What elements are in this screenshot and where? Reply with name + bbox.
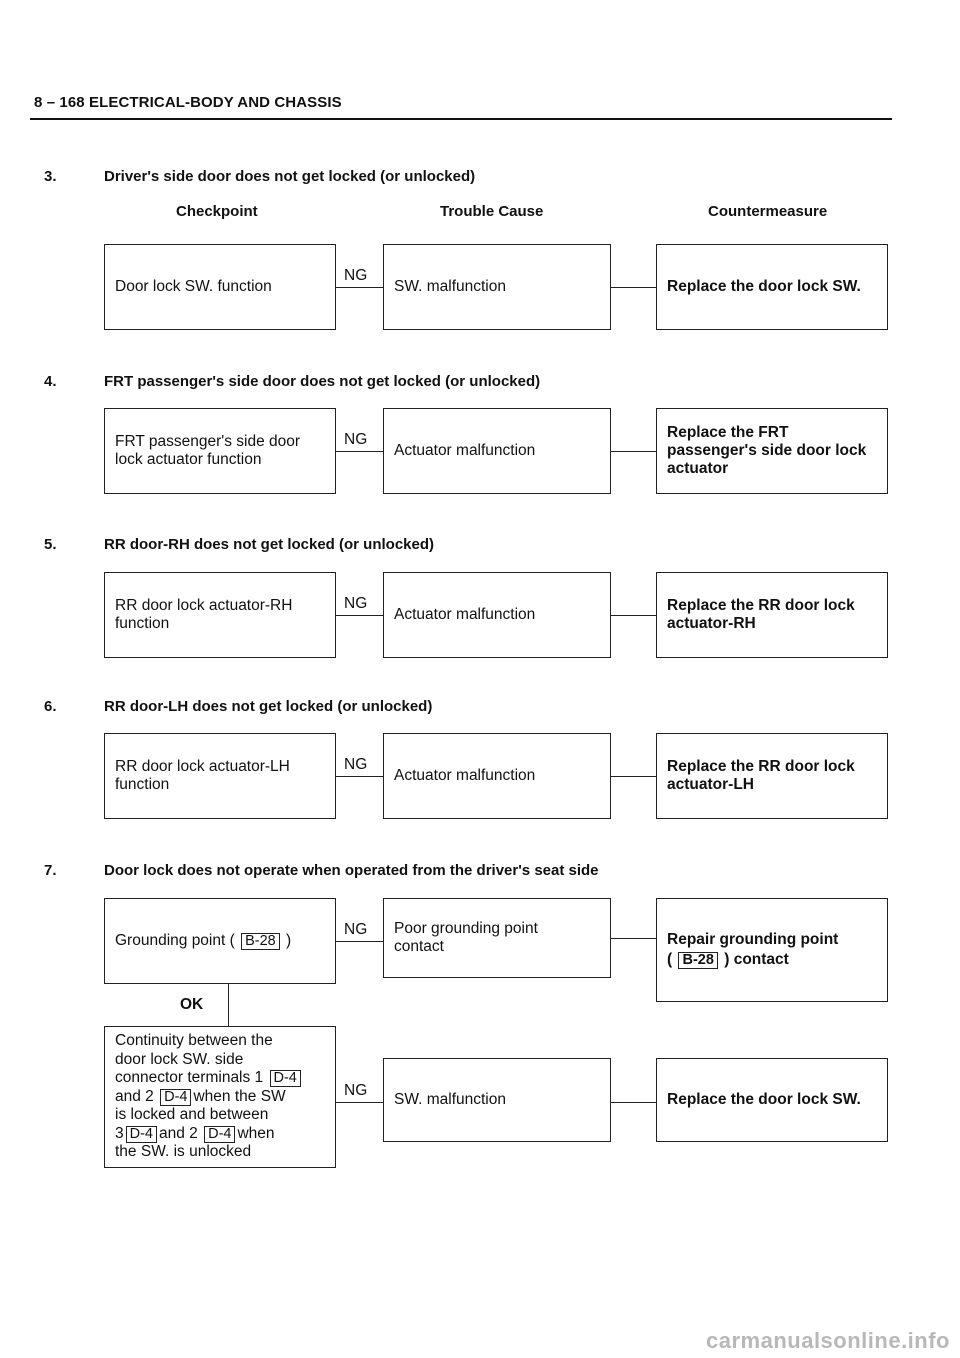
- watermark: carmanualsonline.info: [706, 1328, 950, 1353]
- connector-line: [611, 776, 656, 777]
- connector-line: [611, 938, 656, 939]
- checkpoint-line: [115, 1125, 303, 1144]
- countermeasure-text-part: (: [667, 951, 673, 968]
- checkpoint-line: door lock SW. side: [115, 1050, 244, 1068]
- connector-ref-badge: B-28: [241, 933, 280, 950]
- section-5-title: RR door-RH does not get locked (or unlocked): [104, 536, 435, 553]
- connector-ref-badge: D-4: [126, 1126, 157, 1143]
- connector-line: [336, 776, 383, 777]
- header-rule: [30, 118, 892, 120]
- connector-ref-badge: D-4: [204, 1126, 235, 1143]
- cause-box: [383, 733, 611, 819]
- countermeasure-text: Replace the FRT passenger's side door lock actuator: [667, 424, 867, 477]
- checkpoint-text-part: when: [237, 1124, 275, 1142]
- countermeasure-box: [656, 572, 888, 658]
- checkpoint-text-part: 3: [115, 1124, 124, 1142]
- checkpoint-box: [104, 898, 336, 984]
- countermeasure-text-part: Repair grounding point: [667, 931, 839, 948]
- countermeasure-text: Replace the RR door lock actuator-LH: [667, 758, 855, 793]
- section-4-title: FRT passenger's side door does not get locked (or unlocked): [104, 373, 541, 390]
- connector-ref-badge: B-28: [678, 952, 717, 969]
- countermeasure-box: [656, 408, 888, 494]
- checkpoint-box: [104, 244, 336, 330]
- checkpoint-line: [115, 1088, 303, 1107]
- checkpoint-text-part: when the SW: [193, 1087, 286, 1105]
- section-3-title: Driver's side door does not get locked (or unlocked): [104, 168, 476, 185]
- cause-text: Poor grounding point contact: [394, 920, 538, 955]
- checkpoint-text: Door lock SW. function: [115, 278, 272, 295]
- countermeasure-box: [656, 1058, 888, 1142]
- checkpoint-text: [115, 932, 291, 950]
- connector-line: [611, 287, 656, 288]
- section-7-title: Door lock does not operate when operated from the driver's seat side: [104, 862, 599, 879]
- ng-label: NG: [344, 1082, 368, 1099]
- ng-label: NG: [344, 921, 368, 938]
- cause-text: Actuator malfunction: [394, 767, 536, 784]
- countermeasure-text-part: ) contact: [724, 951, 789, 968]
- checkpoint-text-part: ): [286, 932, 292, 949]
- page-title: 8 – 168 ELECTRICAL-BODY AND CHASSIS: [34, 94, 342, 111]
- checkpoint-text-part: connector terminals 1: [115, 1069, 264, 1086]
- checkpoint-line: the SW. is unlocked: [115, 1143, 252, 1160]
- section-3-number: 3.: [44, 168, 57, 185]
- countermeasure-text: Replace the RR door lock actuator-RH: [667, 597, 855, 632]
- section-5-number: 5.: [44, 536, 57, 553]
- checkpoint-line: Continuity between the: [115, 1032, 273, 1049]
- checkpoint-text: FRT passenger's side door lock actuator function: [115, 433, 301, 468]
- ng-label: NG: [344, 756, 368, 773]
- checkpoint-box: [104, 1026, 336, 1168]
- cause-box: [383, 572, 611, 658]
- section-4-number: 4.: [44, 373, 57, 390]
- ok-connector-line: [228, 984, 229, 1026]
- connector-line: [611, 1102, 656, 1103]
- column-head-countermeasure: Countermeasure: [708, 203, 828, 220]
- countermeasure-box: [656, 733, 888, 819]
- section-6-title: RR door-LH does not get locked (or unlocked): [104, 698, 433, 715]
- connector-ref-badge: D-4: [270, 1070, 301, 1087]
- connector-line: [611, 451, 656, 452]
- connector-line: [336, 287, 383, 288]
- countermeasure-box: [656, 244, 888, 330]
- cause-box: [383, 408, 611, 494]
- countermeasure-text: Replace the door lock SW.: [667, 278, 861, 295]
- checkpoint-text-part: Grounding point (: [115, 932, 235, 949]
- cause-text: SW. malfunction: [394, 278, 506, 295]
- checkpoint-text: RR door lock actuator-RH function: [115, 597, 293, 632]
- countermeasure-text: [667, 930, 838, 970]
- connector-line: [336, 1102, 383, 1103]
- section-6-number: 6.: [44, 698, 57, 715]
- cause-box: [383, 244, 611, 330]
- ok-label: OK: [180, 996, 204, 1013]
- cause-text: Actuator malfunction: [394, 606, 536, 623]
- connector-line: [611, 615, 656, 616]
- checkpoint-text-part: and 2: [115, 1087, 154, 1105]
- ng-label: NG: [344, 267, 368, 284]
- connector-ref-badge: D-4: [160, 1089, 191, 1106]
- checkpoint-box: [104, 408, 336, 494]
- countermeasure-box: [656, 898, 888, 1002]
- ng-label: NG: [344, 431, 368, 448]
- cause-box: [383, 1058, 611, 1142]
- checkpoint-text-part: and 2: [159, 1124, 198, 1142]
- column-head-checkpoint: Checkpoint: [176, 203, 258, 220]
- cause-text: SW. malfunction: [394, 1091, 506, 1108]
- cause-text: Actuator malfunction: [394, 442, 536, 459]
- connector-line: [336, 451, 383, 452]
- checkpoint-text: [115, 1032, 303, 1162]
- cause-box: [383, 898, 611, 978]
- checkpoint-box: [104, 733, 336, 819]
- section-7-number: 7.: [44, 862, 57, 879]
- checkpoint-text: RR door lock actuator-LH function: [115, 758, 290, 793]
- column-head-cause: Trouble Cause: [440, 203, 544, 220]
- connector-line: [336, 941, 383, 942]
- checkpoint-line: [115, 1069, 303, 1088]
- countermeasure-text: Replace the door lock SW.: [667, 1091, 861, 1108]
- ng-label: NG: [344, 595, 368, 612]
- checkpoint-box: [104, 572, 336, 658]
- checkpoint-line: is locked and between: [115, 1106, 269, 1123]
- connector-line: [336, 615, 383, 616]
